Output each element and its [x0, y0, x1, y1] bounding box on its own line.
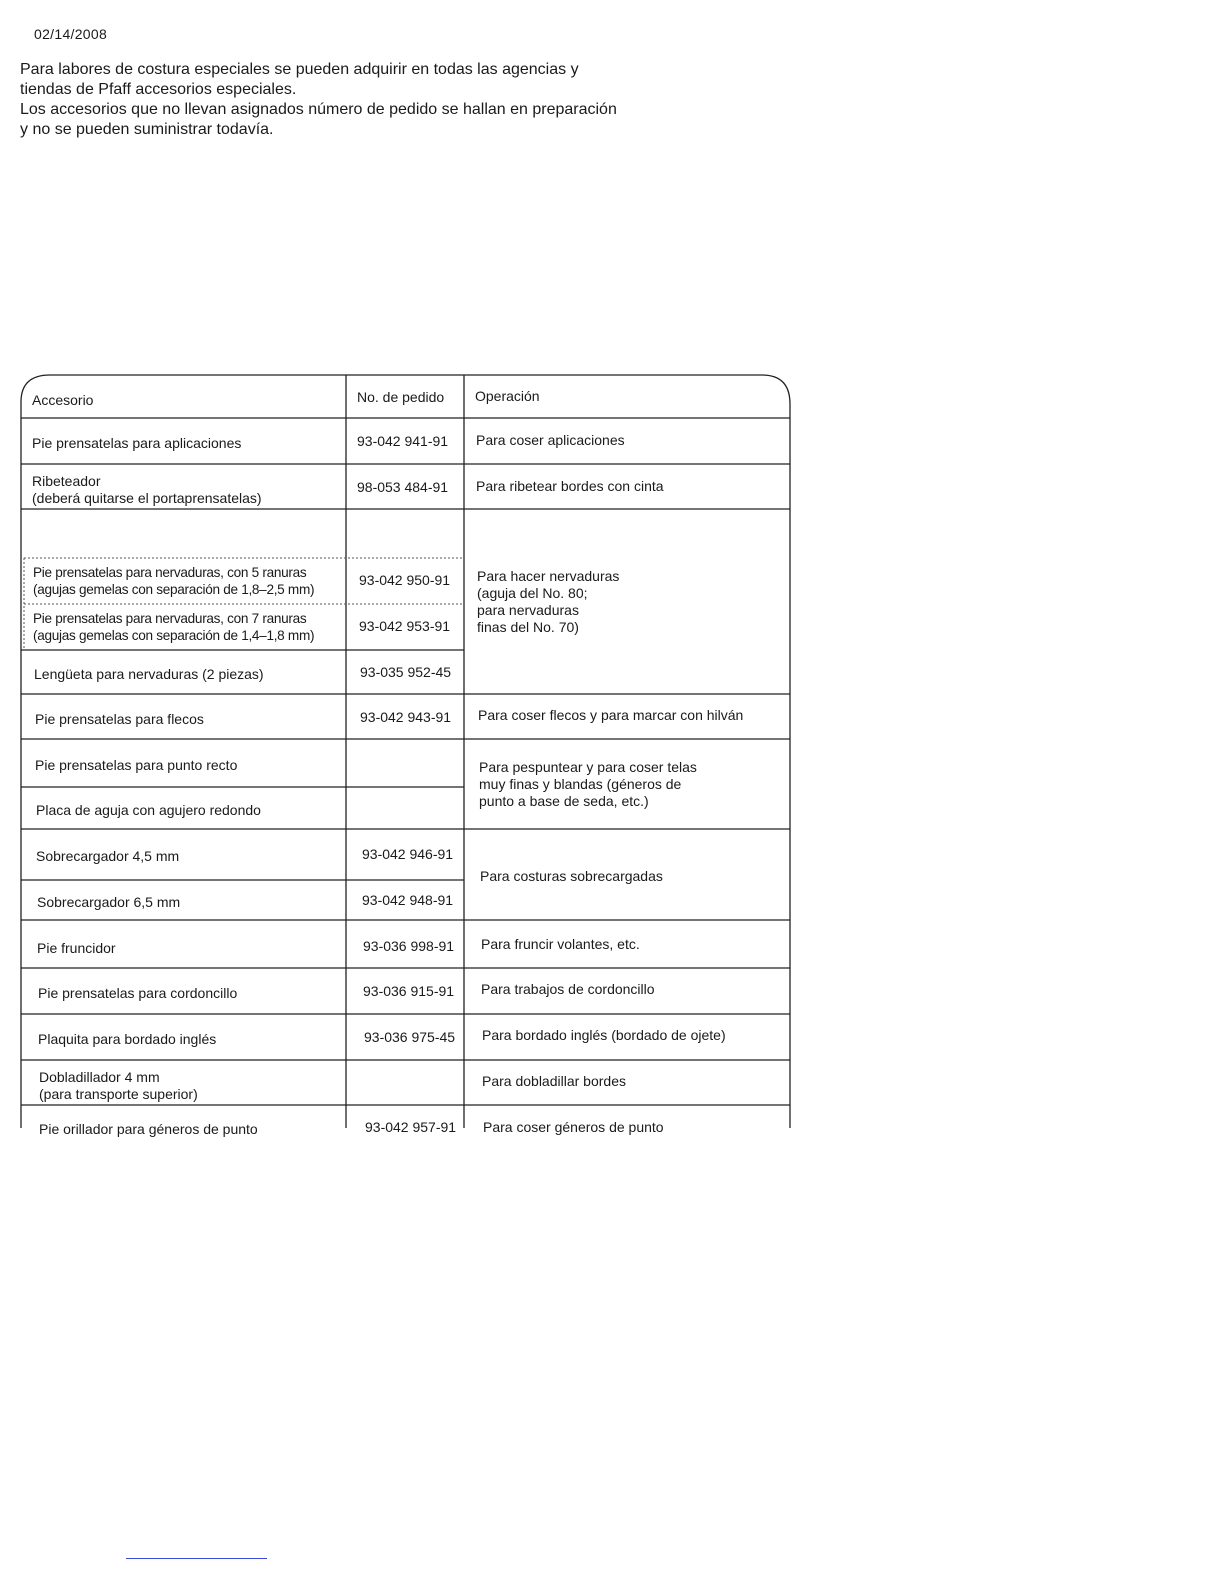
- order-number-cell: 93-036 998-91: [363, 938, 455, 954]
- accessories-table: [20, 374, 792, 1137]
- accessory-cell: Pie prensatelas para nervaduras, con 5 ranuras: [33, 565, 307, 580]
- order-number-cell: 93-042 957-91: [365, 1119, 457, 1135]
- operation-cell: Para fruncir volantes, etc.: [481, 936, 640, 952]
- accessory-cell: Dobladillador 4 mm: [39, 1069, 160, 1085]
- intro-line: tiendas de Pfaff accesorios especiales.: [20, 81, 297, 98]
- accessory-cell: Pie fruncidor: [37, 940, 116, 956]
- operation-cell: para nervaduras: [477, 602, 579, 618]
- order-number-cell: 93-036 975-45: [364, 1029, 456, 1045]
- accessory-cell: Lengüeta para nervaduras (2 piezas): [34, 666, 264, 682]
- order-number-cell: 93-042 943-91: [360, 709, 452, 725]
- order-number-cell: 93-042 948-91: [362, 892, 454, 908]
- footer-rule: [126, 1558, 267, 1559]
- operation-cell: punto a base de seda, etc.): [479, 793, 649, 809]
- order-number-cell: 93-036 915-91: [363, 983, 455, 999]
- column-header-accessory: Accesorio: [32, 392, 94, 408]
- accessory-cell: Pie orillador para géneros de punto: [39, 1121, 258, 1137]
- operation-cell: Para coser géneros de punto: [483, 1119, 664, 1135]
- accessory-cell: Pie prensatelas para cordoncillo: [38, 985, 238, 1001]
- operation-cell: Para coser flecos y para marcar con hilván: [478, 707, 744, 723]
- document-date: 02/14/2008: [34, 26, 108, 42]
- accessory-note: (deberá quitarse el portaprensatelas): [32, 490, 262, 506]
- order-number-cell: 93-042 941-91: [357, 433, 449, 449]
- accessory-cell: Sobrecargador 4,5 mm: [36, 848, 180, 864]
- accessory-note: (para transporte superior): [39, 1086, 198, 1102]
- intro-line: Para labores de costura especiales se pueden adquirir en todas las agencias y: [20, 61, 579, 78]
- column-header-order-number: No. de pedido: [357, 389, 445, 405]
- intro-line: Los accesorios que no llevan asignados número de pedido se hallan en preparación: [20, 101, 617, 118]
- accessory-note: (agujas gemelas con separación de 1,4–1,8 mm): [33, 628, 315, 643]
- order-number-cell: 93-035 952-45: [360, 664, 452, 680]
- operation-cell: (aguja del No. 80;: [477, 585, 588, 601]
- accessory-cell: Sobrecargador 6,5 mm: [37, 894, 181, 910]
- operation-cell: Para trabajos de cordoncillo: [481, 981, 655, 997]
- operation-cell: Para ribetear bordes con cinta: [476, 478, 664, 494]
- intro-line: y no se pueden suministrar todavía.: [20, 121, 274, 138]
- order-number-cell: 93-042 946-91: [362, 846, 454, 862]
- column-header-operation: Operación: [475, 388, 540, 404]
- accessory-cell: Pie prensatelas para flecos: [35, 711, 204, 727]
- accessory-cell: Pie prensatelas para nervaduras, con 7 ranuras: [33, 611, 307, 626]
- order-number-cell: 93-042 950-91: [359, 572, 451, 588]
- operation-cell: muy finas y blandas (géneros de: [479, 776, 682, 792]
- order-number-cell: 98-053 484-91: [357, 479, 449, 495]
- intro-paragraph: [20, 60, 617, 140]
- accessory-cell: Plaquita para bordado inglés: [38, 1031, 217, 1047]
- operation-cell: Para coser aplicaciones: [476, 432, 625, 448]
- accessory-cell: Placa de aguja con agujero redondo: [36, 802, 261, 818]
- order-number-cell: 93-042 953-91: [359, 618, 451, 634]
- operation-cell: Para bordado inglés (bordado de ojete): [482, 1027, 726, 1043]
- accessory-cell: Pie prensatelas para punto recto: [35, 757, 238, 773]
- operation-cell: Para dobladillar bordes: [482, 1073, 626, 1089]
- operation-cell: finas del No. 70): [477, 619, 579, 635]
- accessory-note: (agujas gemelas con separación de 1,8–2,5 mm): [33, 582, 315, 597]
- accessory-cell: Pie prensatelas para aplicaciones: [32, 435, 242, 451]
- operation-cell: Para pespuntear y para coser telas: [479, 759, 697, 775]
- operation-cell: Para hacer nervaduras: [477, 568, 620, 584]
- operation-cell: Para costuras sobrecargadas: [480, 868, 663, 884]
- accessory-cell: Ribeteador: [32, 473, 101, 489]
